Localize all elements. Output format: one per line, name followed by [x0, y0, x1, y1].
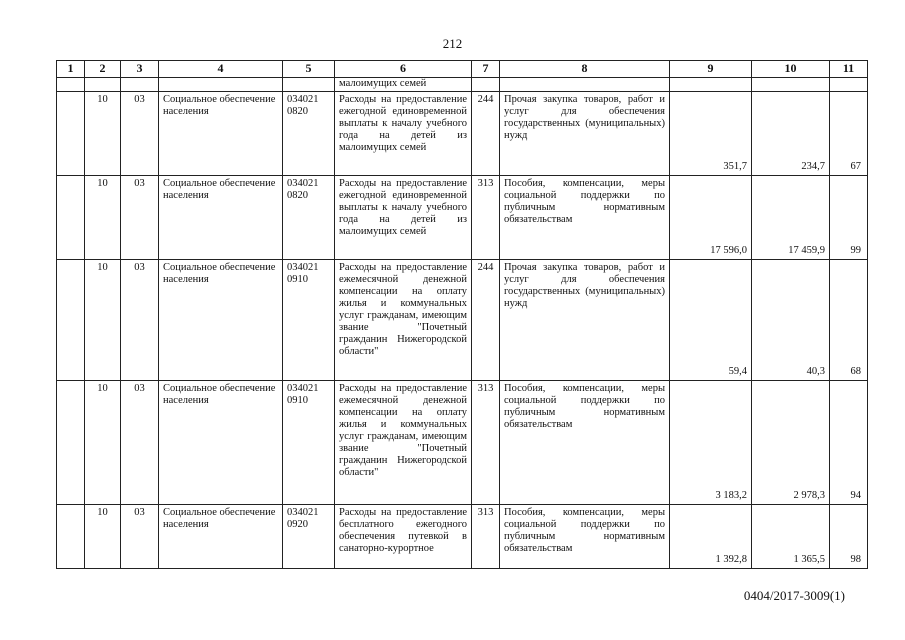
column-header: 5: [283, 61, 335, 78]
target-article-code: 034021 0920: [283, 505, 335, 569]
actual-amount: 234,7: [752, 92, 830, 176]
section-name: Социальное обеспечение населения: [159, 381, 283, 505]
column-header: 10: [752, 61, 830, 78]
section-code: 10: [85, 505, 121, 569]
expense-type-code: 313: [472, 505, 500, 569]
column-header: 1: [57, 61, 85, 78]
table-row: [57, 505, 868, 569]
planned-amount: 17 596,0: [670, 176, 752, 260]
subsection-code: 03: [121, 505, 159, 569]
subsection-code: 03: [121, 381, 159, 505]
target-article-code: 034021 0820: [283, 92, 335, 176]
planned-amount: 1 392,8: [670, 505, 752, 569]
continuation-row: [57, 78, 868, 92]
column-header: 9: [670, 61, 752, 78]
execution-percent: 98: [830, 505, 868, 569]
actual-amount: 17 459,9: [752, 176, 830, 260]
expense-description: Расходы на предоставление ежегодной единовременной выплаты к началу учебного года на детей из малоимущих семей: [335, 92, 472, 176]
table-row: [57, 381, 868, 505]
table-row: [57, 176, 868, 260]
column-header: 3: [121, 61, 159, 78]
expense-type-name: Пособия, компенсации, меры социальной поддержки по публичным нормативным обязательствам: [500, 381, 670, 505]
subsection-code: 03: [121, 176, 159, 260]
expense-type-name: Пособия, компенсации, меры социальной поддержки по публичным нормативным обязательствам: [500, 505, 670, 569]
section-code: 10: [85, 92, 121, 176]
subsection-code: 03: [121, 260, 159, 381]
expense-description: Расходы на предоставление ежегодной единовременной выплаты к началу учебного года на детей из малоимущих семей: [335, 176, 472, 260]
subsection-code: 03: [121, 92, 159, 176]
document-code: 0404/2017-3009(1): [743, 588, 845, 603]
section-name: Социальное обеспечение населения: [159, 505, 283, 569]
table-row: [57, 260, 868, 381]
planned-amount: 351,7: [670, 92, 752, 176]
table-header-row: [57, 61, 868, 78]
budget-table: [56, 60, 868, 569]
section-code: 10: [85, 176, 121, 260]
column-header: 6: [335, 61, 472, 78]
expense-type-name: Пособия, компенсации, меры социальной поддержки по публичным нормативным обязательствам: [500, 176, 670, 260]
column-header: 11: [830, 61, 868, 78]
section-name: Социальное обеспечение населения: [159, 176, 283, 260]
expense-type-name: Прочая закупка товаров, работ и услуг для обеспечения государственных (муниципальных) нужд: [500, 92, 670, 176]
column-header: 7: [472, 61, 500, 78]
expense-type-code: 313: [472, 176, 500, 260]
section-name: Социальное обеспечение населения: [159, 260, 283, 381]
expense-description: Расходы на предоставление ежемесячной денежной компенсации на оплату жилья и коммунальных услуг гражданам, имеющим звание "Почетный гражданин Нижегородской области": [335, 381, 472, 505]
column-header: 8: [500, 61, 670, 78]
execution-percent: 94: [830, 381, 868, 505]
target-article-code: 034021 0910: [283, 381, 335, 505]
continuation-text: малоимущих семей: [335, 78, 472, 92]
page-number: 212: [442, 36, 463, 51]
expense-type-code: 313: [472, 381, 500, 505]
section-name: Социальное обеспечение населения: [159, 92, 283, 176]
expense-description: Расходы на предоставление ежемесячной денежной компенсации на оплату жилья и коммунальных услуг гражданам, имеющим звание "Почетный гражданин Нижегородской области": [335, 260, 472, 381]
table-row: [57, 92, 868, 176]
expense-type-name: Прочая закупка товаров, работ и услуг для обеспечения государственных (муниципальных) нужд: [500, 260, 670, 381]
expense-type-code: 244: [472, 260, 500, 381]
execution-percent: 68: [830, 260, 868, 381]
column-header: 4: [159, 61, 283, 78]
planned-amount: 3 183,2: [670, 381, 752, 505]
expense-type-code: 244: [472, 92, 500, 176]
actual-amount: 1 365,5: [752, 505, 830, 569]
section-code: 10: [85, 381, 121, 505]
target-article-code: 034021 0820: [283, 176, 335, 260]
execution-percent: 67: [830, 92, 868, 176]
section-code: 10: [85, 260, 121, 381]
column-header: 2: [85, 61, 121, 78]
actual-amount: 40,3: [752, 260, 830, 381]
execution-percent: 99: [830, 176, 868, 260]
planned-amount: 59,4: [670, 260, 752, 381]
target-article-code: 034021 0910: [283, 260, 335, 381]
actual-amount: 2 978,3: [752, 381, 830, 505]
expense-description: Расходы на предоставление бесплатного ежегодного обеспечения путевкой в санаторно-курортное: [335, 505, 472, 569]
